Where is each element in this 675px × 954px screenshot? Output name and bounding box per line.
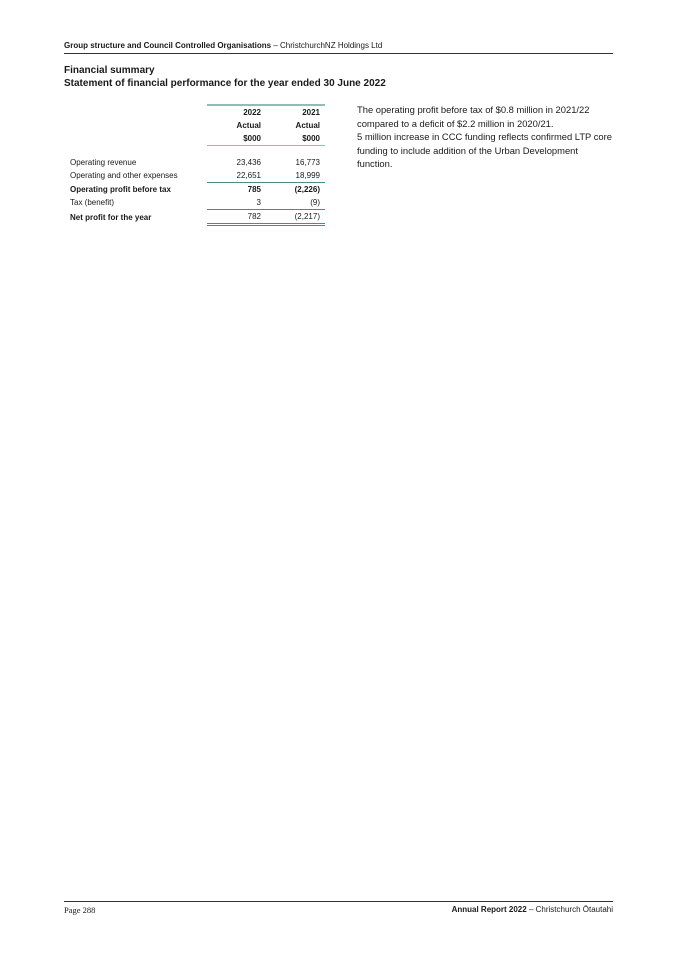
commentary [357,103,613,171]
heading: Financial summary [64,65,155,76]
header-row-year [64,105,325,119]
table-row-operating-expenses [64,169,325,183]
section-titles [64,64,386,90]
row-label: Operating and other expenses [70,171,178,181]
value-2021: (9) [266,196,325,210]
report-name: Annual Report 2022 [451,905,527,914]
header-section: Group structure and Council Controlled Organisations [64,41,272,50]
subheading: Statement of financial performance for the year ended 30 June 2022 [64,78,386,89]
value-2021: 16,773 [295,158,320,167]
table-row-operating-profit [64,183,325,197]
report-title [452,903,613,917]
running-header [64,40,613,54]
row-label: Tax (benefit) [70,198,115,208]
commentary-paragraph: The operating profit before tax of $0.8 million in 2021/22 compared to a deficit of $2.2 million in 2020/21. [357,104,590,129]
header-entity: ChristchurchNZ Holdings Ltd [280,41,383,50]
financial-performance-table [64,104,325,226]
value-2022: 3 [207,196,266,210]
value-2021: 18,999 [266,169,325,183]
commentary-paragraph: 5 million increase in CCC funding reflects confirmed LTP core funding to include addition of the Urban Development function. [357,131,612,169]
column-unit-2022: $000 [207,132,266,146]
header-row-unit [64,132,325,146]
value-2021: (2,217) [266,210,325,225]
header-row-basis [64,119,325,132]
column-basis-2022: Actual [236,121,261,130]
column-year-2022: 2022 [207,105,266,119]
value-2022: 23,436 [236,158,261,167]
page-number: Page 288 [64,905,96,915]
table-row-tax [64,196,325,210]
column-year-2021: 2021 [266,105,325,119]
table-row-operating-revenue [64,156,325,169]
column-basis-2021: Actual [295,121,320,130]
column-unit-2021: $000 [266,132,325,146]
report-place: Christchurch Ōtautahi [535,905,613,914]
page-footer [64,901,613,916]
row-label: Operating profit before tax [70,184,171,194]
table-row-net-profit [64,210,325,225]
footer-separator: – [526,905,536,914]
row-label: Operating revenue [70,158,137,167]
value-2022: 22,651 [207,169,266,183]
header-separator: – [271,41,281,50]
row-label: Net profit for the year [70,212,152,222]
value-2022: 785 [247,185,261,194]
value-2022: 782 [207,210,266,225]
value-2021: (2,226) [294,185,320,194]
